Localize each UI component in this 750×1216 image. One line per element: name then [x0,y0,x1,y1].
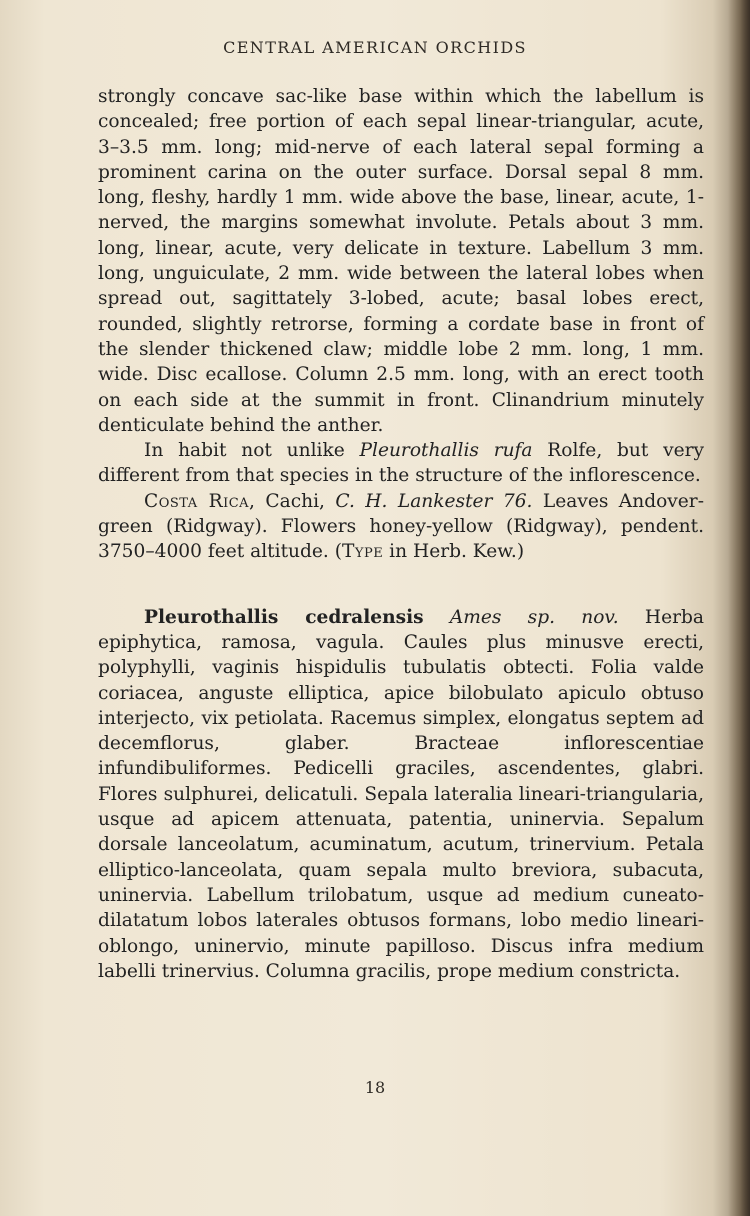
herbarium-note: in Herb. Kew.) [383,541,525,563]
page-gutter-shadow [728,0,750,1216]
running-head: CENTRAL AMERICAN ORCHIDS [223,38,527,57]
page-number: 18 [364,1078,386,1097]
species-description-paragraph [98,605,704,984]
comparison-text-end: Rolfe, but very different from that species in the structure of the inflorescence. [98,440,704,487]
comparison-text-start: In habit not unlike [144,440,360,462]
species-name: Pleurothallis cedralensis [144,606,424,628]
type-label: Type [342,541,384,563]
specimen-country: Costa Rica [144,490,250,512]
section-gap [98,565,704,605]
comparison-paragraph [98,438,704,489]
specimen-details: Leaves Andover-green (Ridgway). Flowers honey-yellow (Ridgway), pendent. 3750–4000 feet altitude. ( [98,490,704,563]
specimen-paragraph [98,489,704,565]
page-body [98,84,704,984]
specimen-collector: C. H. Lankester 76. [335,490,533,512]
compared-species: Pleurothallis rufa [359,440,533,462]
specimen-locality: , Cachi, [249,490,336,512]
description-paragraph: strongly concave sac-like base within which the labellum is concealed; free portion of each sepal linear-triangular, acute, 3–3.5 mm. long; mid-nerve of each lateral sepal forming a prominent carina on the outer surface. Dorsal sepal 8 mm. long, fleshy, hardly 1 mm. wide above the base, linear, acute, 1-nerved, the margins somewhat involute. Petals about 3 mm. long, linear, acute, very delicate in texture. Labellum 3 mm. long, unguiculate, 2 mm. wide between the lateral lobes when spread out, sagittately 3-lobed, acute; basal lobes erect, rounded, slightly retrorse, forming a cordate base in front of the slender thickened claw; middle lobe 2 mm. long, 1 mm. wide. Disc ecallose. Column 2.5 mm. long, with an erect tooth on each side at the summit in front. Clinandrium minutely denticulate behind the anther. [98,86,704,436]
latin-diagnosis: Herba epiphytica, ramosa, vagula. Caules plus minusve erecti, polyphylli, vaginis hispidulis tubulatis obtecti. Folia valde coriacea, anguste elliptica, apice bilobulato apiculo obtuso interjecto, vix petiolata. Racemus simplex, elongatus septem ad decemflorus, glaber. Bracteae inflorescentiae infundibuliformes. Pedicelli graciles, ascendentes, glabri. Flores sulphurei, delicatuli. Sepala lateralia lineari-triangularia, usque ad apicem attenuata, patentia, uninervia. Sepalum dorsale lanceolatum, acuminatum, acutum, trinervium. Petala elliptico-lanceolata, quam sepala multo breviora, subacuta, uninervia. Labellum trilobatum, usque ad medium cuneato-dilatatum lobos laterales obtusos formans, lobo medio lineari-oblongo, uninervio, minute papilloso. Discus infra medium labelli trinervius. Columna gracilis, prope medium constricta. [98,606,704,982]
species-author: Ames sp. nov. [449,606,619,628]
